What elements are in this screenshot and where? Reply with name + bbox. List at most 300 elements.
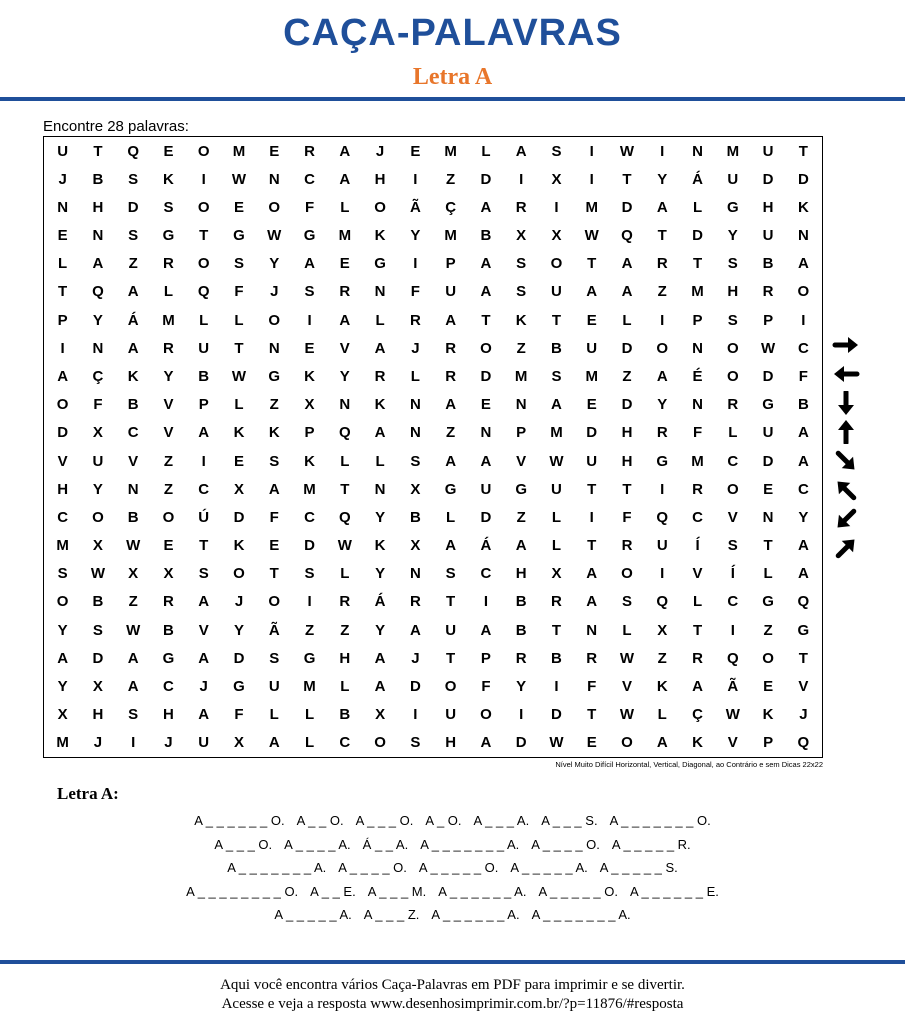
grid-letter: D <box>304 537 315 555</box>
grid-letter: T <box>551 311 562 329</box>
grid-letter: E <box>233 452 244 470</box>
arrow-down-icon <box>826 388 866 417</box>
grid-letter: G <box>656 452 669 470</box>
grid-letter: I <box>201 170 206 188</box>
grid-letter: X <box>92 678 103 696</box>
grid-letter: Q <box>338 424 351 442</box>
grid-letter: M <box>56 537 69 555</box>
grid-letter: N <box>268 339 280 357</box>
grid-letter: O <box>56 593 69 611</box>
grid-letter: U <box>762 227 774 245</box>
word-grid <box>45 137 821 757</box>
grid-letter: I <box>483 593 488 611</box>
grid-letter: U <box>198 339 210 357</box>
grid-letter: S <box>551 368 562 386</box>
grid-letter: O <box>197 198 210 216</box>
grid-letter: H <box>727 283 739 301</box>
grid-letter: B <box>127 508 139 526</box>
grid-letter: S <box>269 649 280 667</box>
grid-letter: E <box>339 255 350 273</box>
grid-letter: O <box>374 198 386 216</box>
grid-letter: B <box>92 593 104 611</box>
grid-letter: O <box>726 368 739 386</box>
grid-letter: O <box>726 480 739 498</box>
grid-letter: G <box>515 480 527 498</box>
grid-letter: A <box>198 649 210 667</box>
grid-letter: N <box>374 283 386 301</box>
grid-letter: U <box>198 734 210 752</box>
grid-letter: I <box>519 170 524 188</box>
grid-letter: X <box>551 565 562 583</box>
grid-letter: G <box>374 255 386 273</box>
grid-letter: N <box>409 424 421 442</box>
word-hint: A _ _ _ A. <box>473 813 530 828</box>
grid-letter: A <box>374 339 386 357</box>
grid-letter: Q <box>621 227 633 245</box>
grid-letter: H <box>621 424 633 442</box>
page-subtitle: Letra A <box>412 64 493 90</box>
grid-letter: L <box>340 565 350 583</box>
grid-letter: D <box>621 396 633 414</box>
grid-letter: E <box>163 537 174 555</box>
grid-letter: V <box>692 565 703 583</box>
grid-letter: L <box>340 452 350 470</box>
grid-letter: O <box>268 198 281 216</box>
grid-letter: G <box>233 227 245 245</box>
grid-letter: A <box>57 368 69 386</box>
grid-letter: X <box>551 170 562 188</box>
grid-letter: L <box>622 621 632 639</box>
grid-letter: U <box>480 480 492 498</box>
footer-line-2: Acesse e veja a resposta www.desenhosimprimir.com.br/?p=11876/#resposta <box>221 996 684 1012</box>
grid-letter: Á <box>127 311 139 329</box>
grid-letter: K <box>233 424 245 442</box>
grid-letter: Y <box>410 227 421 245</box>
grid-letter: H <box>163 706 174 724</box>
grid-letter: Q <box>127 142 139 160</box>
grid-letter: V <box>339 339 350 357</box>
grid-letter: E <box>480 396 491 414</box>
grid-letter: J <box>234 593 244 611</box>
grid-letter: J <box>411 339 420 357</box>
grid-letter: G <box>762 593 774 611</box>
grid-letter: G <box>162 649 175 667</box>
grid-letter: N <box>409 396 421 414</box>
grid-letter: S <box>304 283 315 301</box>
grid-letter: A <box>445 537 457 555</box>
grid-letter: L <box>763 565 773 583</box>
grid-letter: O <box>550 255 563 273</box>
word-hint: A _ _ _ _ _ _ E. <box>629 883 719 899</box>
grid-letter: K <box>797 198 809 216</box>
grid-letter: L <box>410 368 420 386</box>
grid-letter: Q <box>92 283 104 301</box>
grid-letter: B <box>762 255 774 273</box>
arrow-up-icon <box>826 417 866 446</box>
grid-letter: B <box>551 649 562 667</box>
grid-letter: X <box>551 227 562 245</box>
hints-label: Letra A: <box>57 784 119 803</box>
grid-letter: F <box>692 424 703 442</box>
grid-letter: L <box>551 508 562 526</box>
grid-letter: X <box>163 565 174 583</box>
grid-letter: W <box>549 452 564 470</box>
grid-letter: C <box>304 508 315 526</box>
grid-letter: C <box>480 565 492 583</box>
grid-letter: D <box>233 508 245 526</box>
grid-letter: N <box>92 227 104 245</box>
grid-letter: W <box>549 734 564 752</box>
grid-letter: H <box>515 565 527 583</box>
grid-letter: X <box>57 706 68 724</box>
grid-letter: V <box>163 396 174 414</box>
grid-letter: C <box>57 508 69 526</box>
grid-letter: Q <box>797 734 810 752</box>
grid-letter: R <box>586 649 598 667</box>
grid-letter: R <box>445 339 457 357</box>
grid-letter: R <box>409 311 421 329</box>
grid-letter: S <box>128 706 139 724</box>
grid-letter: I <box>589 170 594 188</box>
grid-letter: P <box>198 396 209 414</box>
word-hint: A _ _ _ _ _ _ A. <box>431 907 520 922</box>
grid-letter: U <box>586 452 598 470</box>
grid-letter: W <box>231 170 247 188</box>
word-hint: A _ _ _ _ _ R. <box>611 836 691 852</box>
grid-letter: I <box>307 311 312 329</box>
arrow-up-right-icon <box>826 533 866 562</box>
grid-letter: V <box>621 678 632 696</box>
grid-letter: O <box>197 142 210 160</box>
grid-letter: I <box>589 142 594 160</box>
grid-letter: P <box>763 311 774 329</box>
grid-letter: X <box>657 621 668 639</box>
grid-letter: F <box>798 368 808 386</box>
grid-letter: S <box>163 198 174 216</box>
grid-letter: K <box>304 452 315 470</box>
grid-letter: M <box>444 227 457 245</box>
grid-letter: Y <box>798 508 809 526</box>
grid-letter: G <box>444 480 457 498</box>
grid-letter: D <box>621 339 633 357</box>
word-hint: A _ _ _ O. <box>355 813 414 828</box>
word-hint: A _ _ _ _ O. <box>531 836 600 852</box>
grid-letter: Á <box>480 537 492 555</box>
grid-letter: T <box>269 565 279 583</box>
grid-letter: Z <box>128 593 138 611</box>
grid-letter: Z <box>304 621 315 639</box>
grid-letter: N <box>692 142 703 160</box>
word-hint: A _ _ _ O. <box>214 836 273 852</box>
grid-letter: K <box>515 311 527 329</box>
grid-letter: F <box>410 283 420 301</box>
grid-letter: I <box>519 706 524 724</box>
grid-letter: K <box>374 396 386 414</box>
grid-letter: A <box>797 537 809 555</box>
grid-letter: A <box>445 311 457 329</box>
grid-letter: Y <box>375 508 386 526</box>
grid-letter: L <box>446 508 456 526</box>
grid-letter: X <box>92 424 103 442</box>
grid-letter: I <box>131 734 136 752</box>
grid-letter: O <box>197 255 210 273</box>
grid-letter: M <box>444 142 457 160</box>
grid-letter: O <box>92 508 104 526</box>
grid-letter: H <box>762 198 774 216</box>
grid-letter: M <box>162 311 175 329</box>
grid-letter: N <box>57 198 69 216</box>
grid-letter: A <box>692 678 703 696</box>
grid-letter: W <box>337 537 352 555</box>
grid-letter: Ç <box>92 368 104 386</box>
grid-letter: S <box>198 565 209 583</box>
grid-letter: S <box>269 452 280 470</box>
hint-line <box>0 903 905 927</box>
grid-letter: P <box>445 255 456 273</box>
grid-letter: A <box>268 480 280 498</box>
grid-letter: E <box>763 480 774 498</box>
grid-letter: B <box>92 170 104 188</box>
grid-letter: Z <box>446 170 456 188</box>
grid-letter: Y <box>57 678 68 696</box>
grid-letter: G <box>797 621 810 639</box>
grid-letter: W <box>619 649 635 667</box>
grid-letter: T <box>587 255 597 273</box>
grid-letter: Z <box>622 368 632 386</box>
grid-letter: M <box>691 283 704 301</box>
grid-letter: W <box>90 565 105 583</box>
arrow-down-left-icon <box>826 504 866 533</box>
grid-letter: N <box>339 396 351 414</box>
grid-letter: N <box>692 339 703 357</box>
word-hint: A _ _ _ _ O. <box>338 860 407 875</box>
grid-letter: I <box>60 339 65 357</box>
grid-letter: I <box>660 480 665 498</box>
grid-letter: K <box>304 368 315 386</box>
grid-letter: L <box>340 198 350 216</box>
grid-letter: J <box>375 142 385 160</box>
grid-letter: E <box>163 142 174 160</box>
footer-line-1: Aqui você encontra vários Caça-Palavras em PDF para imprimir e se divertir. <box>220 977 685 993</box>
grid-letter: A <box>127 283 139 301</box>
grid-letter: D <box>515 734 527 752</box>
grid-letter: Z <box>516 508 526 526</box>
grid-letter: U <box>762 142 774 160</box>
word-hint: A _ _ _ _ _ _ O. <box>194 813 285 828</box>
grid-letter: N <box>515 396 527 414</box>
grid-letter: T <box>587 706 597 724</box>
grid-letter: A <box>586 593 598 611</box>
grid-letter: B <box>551 339 562 357</box>
grid-letter: J <box>270 283 279 301</box>
grid-letter: C <box>304 170 315 188</box>
grid-letter: S <box>551 142 562 160</box>
grid-letter: T <box>199 227 209 245</box>
grid-letter: D <box>762 170 774 188</box>
word-hint: A _ _ _ _ _ _ _ _ O. <box>186 883 299 899</box>
grid-letter: Ú <box>198 508 210 526</box>
grid-letter: I <box>554 198 559 216</box>
grid-letter: X <box>410 537 421 555</box>
grid-letter: B <box>127 396 139 414</box>
grid-letter: F <box>481 678 491 696</box>
grid-letter: D <box>480 508 492 526</box>
grid-letter: K <box>233 537 245 555</box>
grid-letter: H <box>57 480 69 498</box>
grid-letter: S <box>727 255 738 273</box>
grid-letter: A <box>480 452 492 470</box>
grid-letter: Ã <box>409 198 421 216</box>
grid-letter: C <box>198 480 210 498</box>
grid-letter: A <box>268 734 280 752</box>
grid-letter: D <box>92 649 104 667</box>
grid-letter: T <box>481 311 491 329</box>
grid-letter: R <box>515 198 527 216</box>
grid-letter: K <box>374 537 386 555</box>
grid-letter: B <box>198 368 210 386</box>
grid-letter: F <box>93 396 103 414</box>
word-hint: A _ _ _ _ _ _ _ A. <box>531 907 631 922</box>
grid-letter: M <box>550 424 563 442</box>
grid-letter: I <box>660 565 665 583</box>
grid-letter: A <box>127 678 139 696</box>
footer <box>0 976 905 1014</box>
grid-letter: A <box>339 142 351 160</box>
grid-letter: U <box>586 339 598 357</box>
grid-letter: T <box>587 537 597 555</box>
grid-letter: M <box>232 142 246 160</box>
grid-letter: G <box>762 396 774 414</box>
grid-letter: G <box>303 649 316 667</box>
grid-letter: T <box>692 621 703 639</box>
grid-letter: U <box>762 424 774 442</box>
grid-letter: S <box>621 593 632 611</box>
grid-letter: A <box>445 452 457 470</box>
grid-letter: B <box>339 706 351 724</box>
grid-letter: Z <box>163 452 174 470</box>
grid-letter: Á <box>374 593 386 611</box>
grid-letter: L <box>692 593 703 611</box>
grid-letter: T <box>763 537 773 555</box>
grid-letter: B <box>797 396 809 414</box>
grid-letter: W <box>619 142 635 160</box>
grid-letter: Q <box>656 593 669 611</box>
grid-letter: K <box>163 170 174 188</box>
grid-letter: Y <box>375 621 386 639</box>
grid-letter: E <box>586 396 597 414</box>
grid-letter: B <box>409 508 421 526</box>
grid-letter: O <box>480 339 492 357</box>
grid-letter: Y <box>339 368 350 386</box>
grid-letter: U <box>445 283 457 301</box>
word-hint: A _ _ _ _ _ A. <box>510 860 588 875</box>
difficulty-note: Nível Muito Difícil Horizontal, Vertical, Diagonal, ao Contrário e sem Dicas 22x22 <box>555 760 823 769</box>
grid-letter: L <box>163 283 174 301</box>
grid-letter: R <box>445 368 457 386</box>
grid-letter: A <box>198 706 210 724</box>
grid-letter: I <box>413 255 418 273</box>
grid-letter: H <box>92 706 104 724</box>
grid-letter: B <box>515 593 527 611</box>
grid-letter: U <box>551 283 562 301</box>
grid-letter: A <box>480 198 492 216</box>
grid-letter: M <box>585 198 598 216</box>
word-hint: A _ _ E. <box>310 883 356 899</box>
word-hint: A _ _ _ _ _ _ _ A. <box>227 860 327 875</box>
grid-letter: R <box>339 283 351 301</box>
grid-letter: A <box>656 734 668 752</box>
grid-letter: I <box>554 678 559 696</box>
grid-letter: T <box>93 142 103 160</box>
grid-letter: K <box>374 227 386 245</box>
grid-letter: V <box>163 424 174 442</box>
grid-letter: Q <box>656 508 669 526</box>
grid-letter: Y <box>233 621 244 639</box>
grid-letter: Y <box>516 678 527 696</box>
grid-letter: O <box>726 339 739 357</box>
grid-letter: T <box>340 480 350 498</box>
grid-letter: Y <box>657 170 668 188</box>
grid-letter: I <box>660 142 665 160</box>
grid-letter: C <box>692 508 703 526</box>
grid-letter: R <box>163 255 174 273</box>
grid-letter: A <box>480 734 492 752</box>
grid-letter: T <box>199 537 209 555</box>
grid-letter: A <box>374 649 386 667</box>
grid-letter: H <box>374 170 386 188</box>
grid-letter: F <box>269 508 279 526</box>
grid-letter: R <box>692 649 703 667</box>
grid-letter: T <box>587 480 597 498</box>
grid-letter: F <box>622 508 632 526</box>
grid-letter: A <box>374 678 386 696</box>
grid-letter: A <box>797 255 809 273</box>
grid-letter: L <box>375 452 385 470</box>
grid-letter: J <box>164 734 173 752</box>
grid-letter: N <box>374 480 386 498</box>
grid-letter: Y <box>375 565 386 583</box>
grid-letter: R <box>163 339 174 357</box>
grid-letter: P <box>304 424 315 442</box>
grid-letter: B <box>480 227 492 245</box>
hint-line <box>0 856 905 880</box>
grid-letter: A <box>621 283 633 301</box>
grid-letter: T <box>551 621 562 639</box>
word-hint: A _ _ _ _ _ _ _ A. <box>420 836 520 852</box>
grid-letter: U <box>57 142 69 160</box>
grid-letter: I <box>413 170 418 188</box>
grid-letter: A <box>551 396 562 414</box>
grid-letter: U <box>445 706 457 724</box>
grid-letter: D <box>586 424 598 442</box>
word-hint: A _ _ O. <box>296 813 344 828</box>
grid-letter: L <box>199 311 209 329</box>
grid-letter: A <box>198 424 210 442</box>
word-hint: A _ _ _ M. <box>367 883 427 899</box>
grid-letter: L <box>481 142 491 160</box>
grid-letter: W <box>231 368 247 386</box>
grid-letter: U <box>445 621 457 639</box>
grid-letter: O <box>797 283 810 301</box>
grid-letter: T <box>798 649 808 667</box>
grid-letter: X <box>304 396 315 414</box>
grid-letter: A <box>480 283 492 301</box>
grid-letter: S <box>445 565 456 583</box>
grid-letter: W <box>761 339 776 357</box>
grid-letter: C <box>727 452 739 470</box>
grid-letter: O <box>268 311 281 329</box>
grid-letter: J <box>411 649 420 667</box>
